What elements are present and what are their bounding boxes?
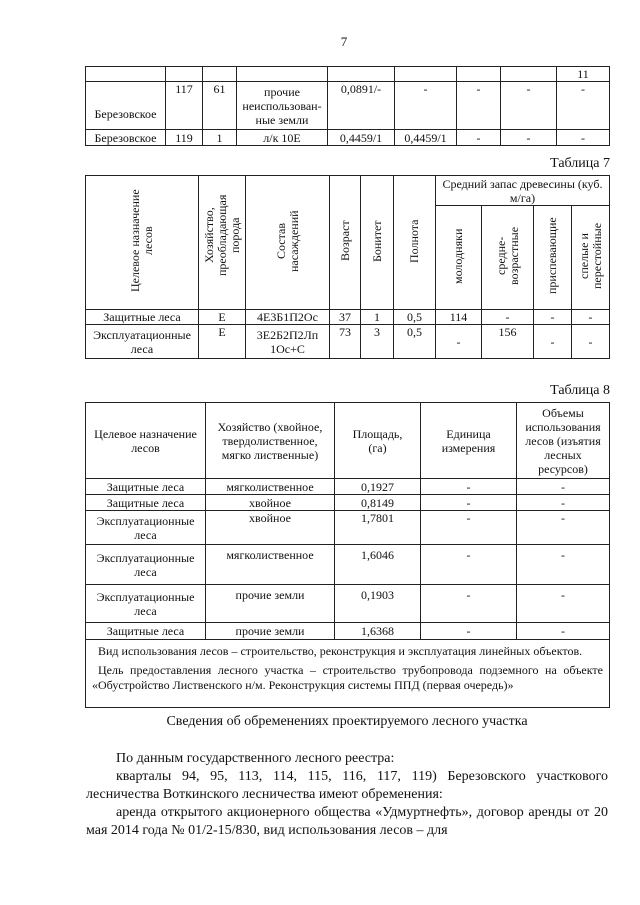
cell-purpose: Эксплуатационные леса: [86, 511, 206, 545]
header-bonitet: Бонитет: [361, 176, 394, 310]
cell: 0,0891/-: [328, 82, 395, 130]
table-header-row: [86, 67, 610, 82]
cell-purpose: Эксплуатационные леса: [86, 585, 206, 623]
cell: 0,4459/1: [395, 130, 457, 146]
cell: 114: [436, 310, 482, 325]
cell: -: [421, 545, 517, 585]
header-young: молодняки: [436, 206, 482, 310]
table-row: [86, 511, 610, 545]
cell: -: [517, 511, 610, 545]
table8-header-row: [86, 403, 610, 479]
cell: -: [501, 130, 557, 146]
cell: 1,6046: [335, 545, 421, 585]
cell-purpose: Защитные леса: [86, 479, 206, 495]
header-purpose: Целевое назначение лесов: [86, 403, 206, 479]
header-unit: Единица измерения: [421, 403, 517, 479]
cell: -: [572, 325, 610, 359]
paragraph: аренда открытого акционерного общества «Удмуртнефть», договор аренды от 20 мая 2014 года № 01/2-15/830, вид использования лесов – для: [86, 805, 608, 838]
cell: -: [421, 585, 517, 623]
paragraph: кварталы 94, 95, 113, 114, 115, 116, 117, 119) Березовского участкового лесничества Воткинского лесничества имеют обременения:: [86, 769, 608, 802]
cell: -: [517, 479, 610, 495]
cell: -: [517, 623, 610, 640]
table-row: [86, 479, 610, 495]
header-ripening: приспевающие: [534, 206, 572, 310]
cell: -: [501, 82, 557, 130]
cell: 4Е3Б1П2Ос: [246, 310, 330, 325]
cell: 3: [361, 325, 394, 359]
header-area: Площадь, (га): [335, 403, 421, 479]
cell: 0,8149: [335, 495, 421, 511]
cell: 73: [330, 325, 361, 359]
cell: 0,4459/1: [328, 130, 395, 146]
cell: мягколиственное: [206, 545, 335, 585]
cell: -: [395, 82, 457, 130]
cell-name: Березовское: [86, 82, 166, 130]
cell: мягколиственное: [206, 479, 335, 495]
table-row: [86, 545, 610, 585]
table-row: [86, 495, 610, 511]
cell: 1: [361, 310, 394, 325]
cell: -: [557, 130, 610, 146]
table-row: [86, 623, 610, 640]
cell-name: Березовское: [86, 130, 166, 146]
cell: 0,1903: [335, 585, 421, 623]
note-purpose: Цель предоставления лесного участка – строительство трубопровода подземного на объекте «Обустройство Лиственского н/м. Реконструкция системы ППД (первая очередь)»: [92, 663, 603, 692]
cell: л/к 10Е: [237, 130, 328, 146]
cell: -: [436, 325, 482, 359]
header-mature: спелые и перестойные: [572, 206, 610, 310]
header-density: Полнота: [394, 176, 436, 310]
header-composition: Состав насаждений: [246, 176, 330, 310]
paragraph: По данным государственного лесного реестра:: [116, 751, 395, 766]
cell: -: [517, 585, 610, 623]
table-row: [86, 82, 610, 130]
cell: -: [557, 82, 610, 130]
header-stock: Средний запас древесины (куб. м/га): [436, 176, 610, 206]
cell: 3Е2Б2П2Лп 1Ос+С: [246, 325, 330, 359]
table-row: [86, 585, 610, 623]
cell: -: [534, 310, 572, 325]
header-farm: Хозяйство (хвойное, твердолиственное, мягко лиственные): [206, 403, 335, 479]
cell: -: [517, 545, 610, 585]
cell: -: [421, 511, 517, 545]
cell: 1,6368: [335, 623, 421, 640]
cell: хвойное: [206, 511, 335, 545]
cell: 1: [203, 130, 237, 146]
table-row: [86, 325, 610, 359]
header-middle: средне-возрастные: [482, 206, 534, 310]
header-purpose: Целевое назначение лесов: [86, 176, 199, 310]
table8: [85, 402, 610, 708]
cell: -: [457, 82, 501, 130]
header-volume: Объемы использования лесов (изъятия лесных ресурсов): [517, 403, 610, 479]
section-title: Сведения об обременениях проектируемого лесного участка: [166, 714, 528, 729]
cell-purpose: Защитные леса: [86, 495, 206, 511]
cell: 61: [203, 82, 237, 130]
cell: -: [457, 130, 501, 146]
header-age: Возраст: [330, 176, 361, 310]
cell: 0,1927: [335, 479, 421, 495]
cell-purpose: Эксплуатационные леса: [86, 325, 199, 359]
note-usage-type: Вид использования лесов – строительство, реконструкция и эксплуатация линейных объектов.: [98, 644, 583, 658]
cell: -: [421, 479, 517, 495]
table8-caption: Таблица 8: [550, 383, 610, 398]
cell: 119: [166, 130, 203, 146]
cell: хвойное: [206, 495, 335, 511]
table-continuation: [85, 66, 610, 146]
cell: 37: [330, 310, 361, 325]
page-number: 7: [340, 34, 348, 49]
cell: -: [482, 310, 534, 325]
cell-purpose: Защитные леса: [86, 310, 199, 325]
table7: [85, 175, 610, 359]
cell: 156: [482, 325, 534, 359]
cell: -: [517, 495, 610, 511]
table7-header-row: [86, 176, 610, 206]
cell: Е: [199, 310, 246, 325]
cell: 0,5: [394, 325, 436, 359]
cell: 1,7801: [335, 511, 421, 545]
table8-notes: [86, 640, 610, 708]
cell: 0,5: [394, 310, 436, 325]
cell: -: [421, 623, 517, 640]
table8-notes-row: [86, 640, 610, 708]
cell: прочие неиспользован-ные земли: [237, 82, 328, 130]
cell: -: [421, 495, 517, 511]
column-number: 11: [557, 67, 610, 82]
cell-purpose: Защитные леса: [86, 623, 206, 640]
cell: 117: [166, 82, 203, 130]
header-farm: Хозяйство, преобладающая порода: [199, 176, 246, 310]
cell: прочие земли: [206, 585, 335, 623]
cell: -: [534, 325, 572, 359]
cell-purpose: Эксплуатационные леса: [86, 545, 206, 585]
cell: прочие земли: [206, 623, 335, 640]
cell: Е: [199, 325, 246, 359]
table-row: [86, 130, 610, 146]
table7-caption: Таблица 7: [550, 156, 610, 171]
cell: -: [572, 310, 610, 325]
table-row: [86, 310, 610, 325]
